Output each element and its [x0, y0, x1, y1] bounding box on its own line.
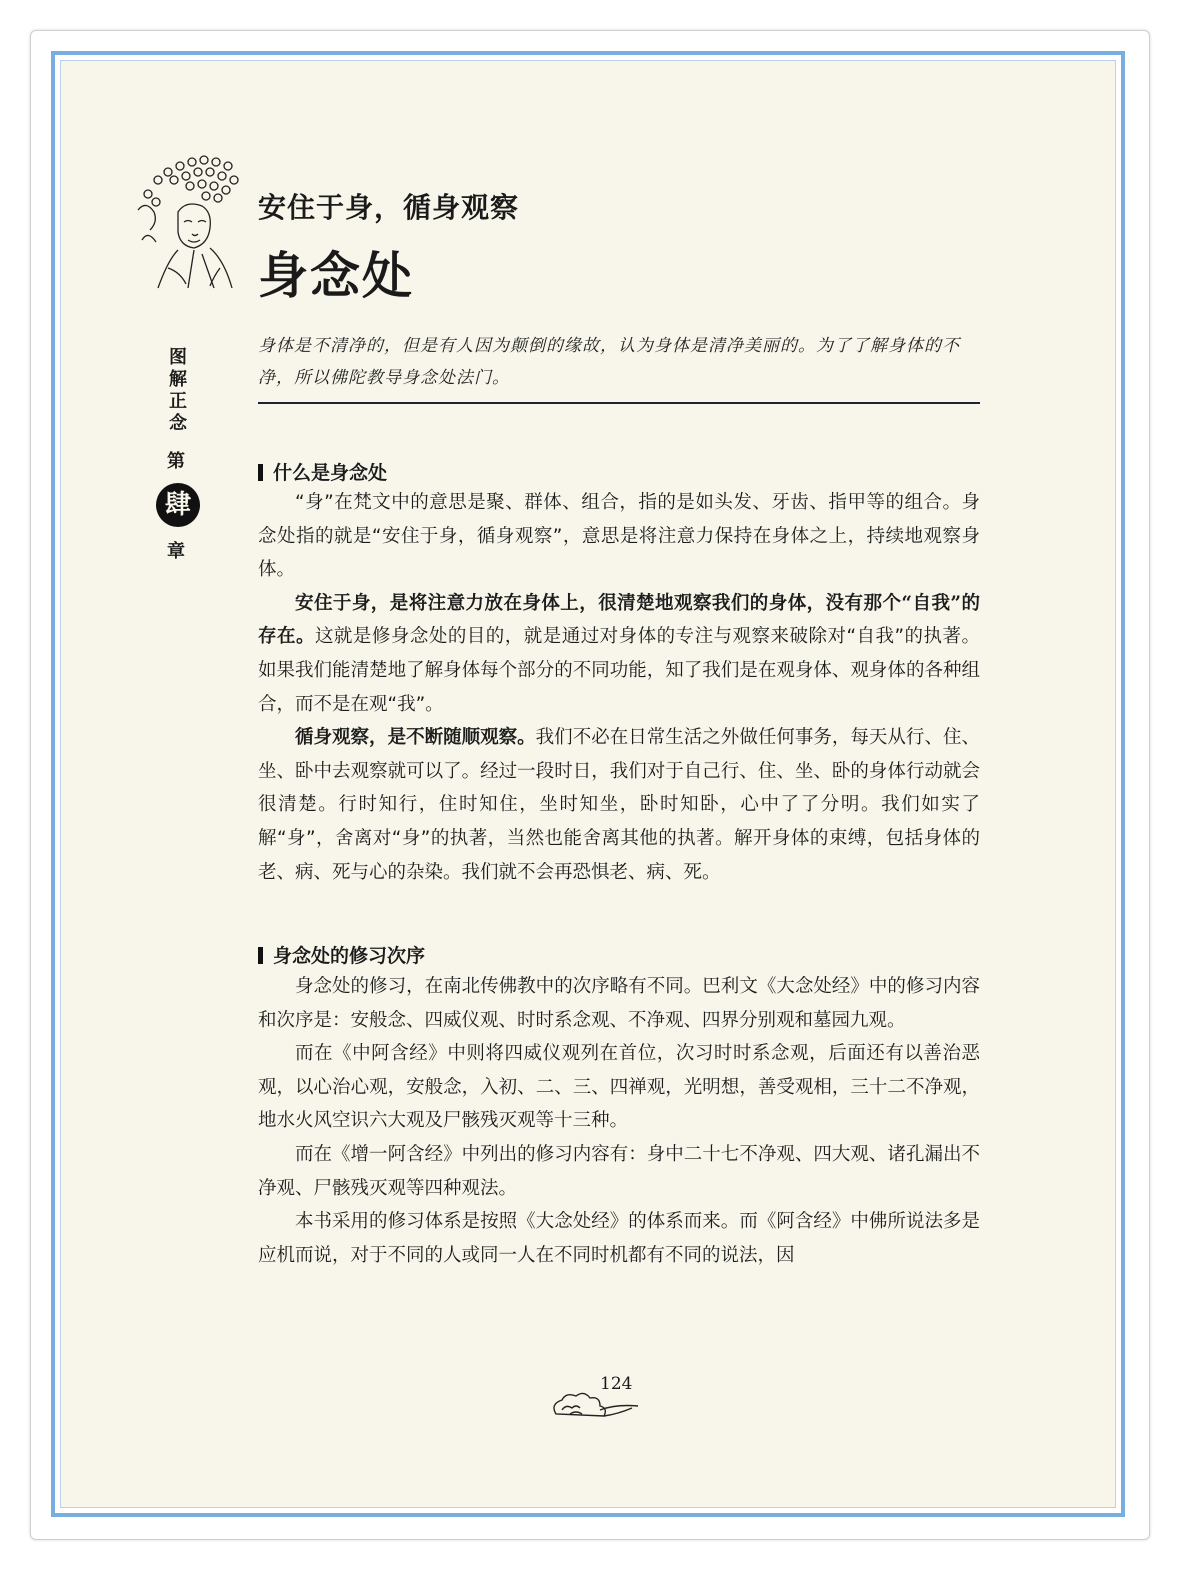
paragraph: 循身观察，是不断随顺观察。我们不必在日常生活之外做任何事务，每天从行、住、坐、卧中去观察就可以了。经过一段时日，我们对于自己行、住、坐、卧的身体行动就会很清楚。行时知行，住时知住，坐时知坐，卧时知卧，心中了了分明。我们如实了解“身”，舍离对“身”的执著，当然也能舍离其他的执著。解开身体的束缚，包括身体的老、病、死与心的杂染。我们就不会再恐惧老、病、死。 [258, 727, 980, 883]
chapter-sidebar [156, 347, 196, 563]
divider [258, 402, 980, 404]
paragraph: 而在《增一阿含经》中列出的修习内容有：身中二十七不净观、四大观、诸孔漏出不净观、尸骸残灭观等四种观法。 [258, 1143, 980, 1199]
paragraph: “身”在梵文中的意思是聚、群体、组合，指的是如头发、牙齿、指甲等的组合。身念处指的就是“安住于身，循身观察”，意思是将注意力保持在身体之上，持续地观察身体。 [258, 492, 980, 581]
section-body [258, 970, 980, 1272]
heading-bar-icon [258, 464, 263, 481]
paragraph: 安住于身，是将注意力放在身体上，很清楚地观察我们的身体，没有那个“自我”的存在。这就是修身念处的目的，就是通过对身体的专注与观察来破除对“自我”的执著。如果我们能清楚地了解身体每个部分的不同功能，知了我们是在观身体、观身体的各种组合，而不是在观“我”。 [258, 592, 980, 715]
chapter-number-badge: 肆 [156, 483, 200, 527]
page-number: 124 [600, 1374, 633, 1394]
section-heading: 身念处的修习次序 [258, 941, 425, 968]
paragraph: 而在《中阿含经》中则将四威仪观列在首位，次习时时系念观，后面还有以善治恶观，以心治心观，安般念，入初、二、三、四禅观，光明想，善受观相，三十二不净观，地水火风空识六大观及尸骸残灭观等十三种。 [258, 1043, 980, 1132]
paragraph: 身念处的修习，在南北传佛教中的次序略有不同。巴利文《大念处经》中的修习内容和次序是：安般念、四威仪观、时时系念观、不净观、四界分别观和墓园九观。 [258, 976, 980, 1031]
page-title: 身念处 [258, 246, 414, 305]
chapter-suffix: 章 [167, 541, 185, 562]
section-heading: 什么是身念处 [258, 458, 387, 485]
book-title: 图解正念 [166, 347, 187, 435]
cloud-ornament-icon [548, 1388, 642, 1424]
chapter-prefix: 第 [167, 451, 185, 472]
monk-illustration [128, 150, 250, 290]
heading-bar-icon [258, 947, 263, 964]
section-body [258, 486, 980, 889]
paragraph: 本书采用的修习体系是按照《大念处经》的体系而来。而《阿含经》中佛所说法多是应机而说，对于不同的人或同一人在不同时机都有不同的说法，因 [258, 1211, 980, 1266]
intro-text: 身体是不清净的，但是有人因为颠倒的缘故，认为身体是清净美丽的。为了了解身体的不净，所以佛陀教导身念处法门。 [258, 336, 960, 388]
page-subtitle: 安住于身，循身观察 [258, 191, 520, 224]
